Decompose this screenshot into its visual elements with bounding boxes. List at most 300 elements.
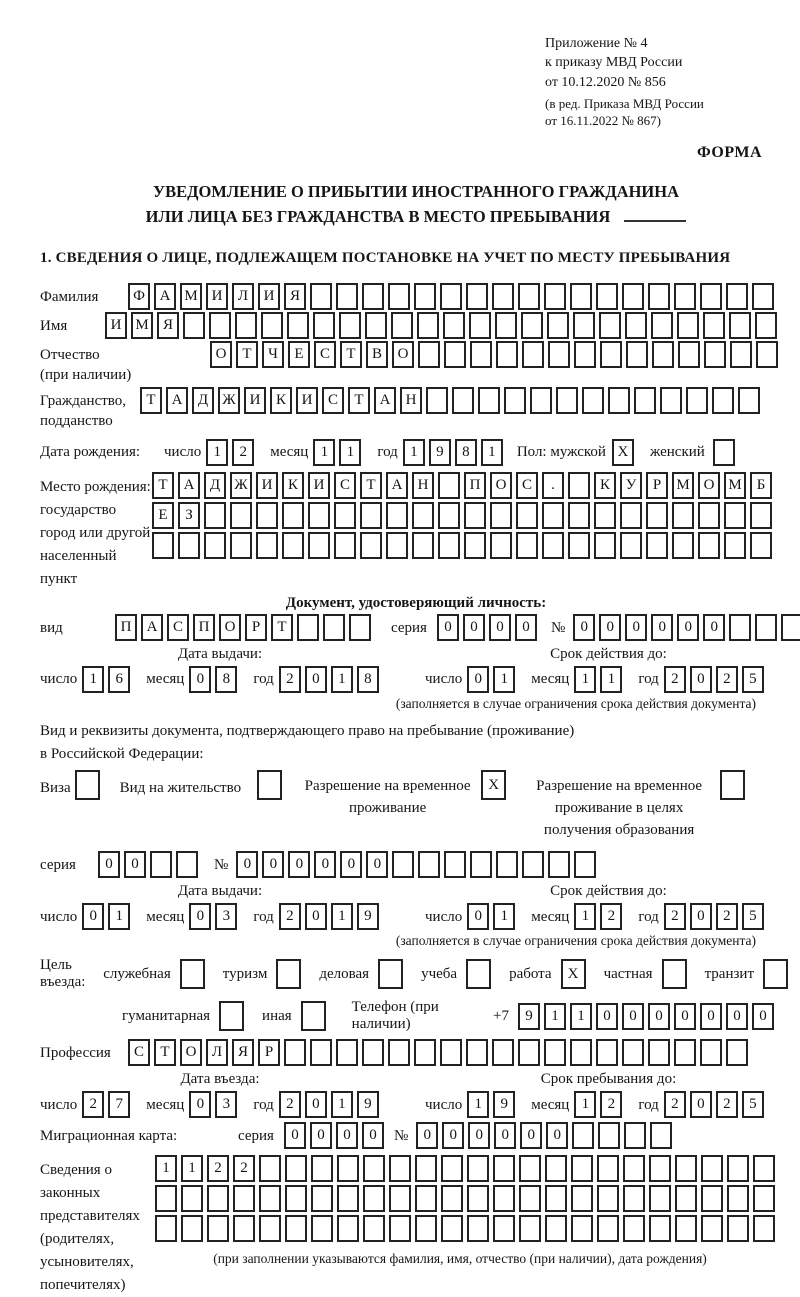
birth-year-cells[interactable] [403, 439, 507, 466]
char-cell-empty[interactable] [490, 532, 512, 559]
char-cell-empty[interactable] [313, 312, 335, 339]
char-cell-filled[interactable]: 2 [664, 903, 686, 930]
char-cell-empty[interactable] [570, 1039, 592, 1066]
char-cell-filled[interactable]: 0 [366, 851, 388, 878]
char-cell-filled[interactable]: 2 [600, 903, 622, 930]
char-cell-empty[interactable] [623, 1185, 645, 1212]
char-cell-empty[interactable] [573, 312, 595, 339]
char-cell-filled[interactable]: 0 [625, 614, 647, 641]
char-cell-filled[interactable]: А [141, 614, 163, 641]
char-cell-empty[interactable] [574, 851, 596, 878]
char-cell-filled[interactable]: Д [192, 387, 214, 414]
char-cell-filled[interactable]: 0 [677, 614, 699, 641]
char-cell-empty[interactable] [334, 502, 356, 529]
char-cell-filled[interactable]: 0 [416, 1122, 438, 1149]
char-cell-empty[interactable] [495, 312, 517, 339]
char-cell-filled[interactable]: А [154, 283, 176, 310]
char-cell-filled[interactable]: А [166, 387, 188, 414]
opt-inaya-checkbox[interactable] [301, 1001, 330, 1031]
char-cell-filled[interactable]: 9 [518, 1003, 540, 1030]
temp-permit-checkbox[interactable] [481, 770, 510, 800]
visa-checkbox[interactable] [75, 770, 104, 800]
char-cell-filled[interactable]: 5 [742, 903, 764, 930]
char-cell-filled[interactable]: . [542, 472, 564, 499]
char-cell-empty[interactable] [660, 387, 682, 414]
char-cell-empty[interactable] [336, 283, 358, 310]
char-cell-empty[interactable] [285, 1215, 307, 1242]
char-cell-filled[interactable]: 0 [284, 1122, 306, 1149]
char-cell-empty[interactable] [599, 312, 621, 339]
char-cell-empty[interactable] [441, 1155, 463, 1182]
char-cell-filled[interactable]: Ч [262, 341, 284, 368]
char-cell-empty[interactable] [522, 341, 544, 368]
char-cell-empty[interactable] [729, 312, 751, 339]
birth-day-cells[interactable] [206, 439, 258, 466]
char-cell-empty[interactable] [571, 1185, 593, 1212]
char-cell-empty[interactable] [176, 851, 198, 878]
char-cell-filled[interactable]: 0 [520, 1122, 542, 1149]
char-cell-empty[interactable] [181, 1185, 203, 1212]
char-cell-empty[interactable] [378, 959, 403, 989]
char-cell-empty[interactable] [598, 1122, 620, 1149]
char-cell-filled[interactable]: 2 [664, 666, 686, 693]
char-cell-filled[interactable]: 0 [703, 614, 725, 641]
char-cell-empty[interactable] [386, 502, 408, 529]
char-cell-filled[interactable]: Т [236, 341, 258, 368]
char-cell-filled[interactable]: О [392, 341, 414, 368]
char-cell-empty[interactable] [720, 770, 745, 800]
char-cell-empty[interactable] [438, 502, 460, 529]
char-cell-filled[interactable]: 0 [336, 1122, 358, 1149]
char-cell-empty[interactable] [415, 1155, 437, 1182]
char-cell-empty[interactable] [386, 532, 408, 559]
char-cell-empty[interactable] [235, 312, 257, 339]
char-cell-filled[interactable]: И [256, 472, 278, 499]
char-cell-filled[interactable]: Т [140, 387, 162, 414]
char-cell-empty[interactable] [548, 851, 570, 878]
char-cell-empty[interactable] [261, 312, 283, 339]
char-cell-empty[interactable] [750, 532, 772, 559]
char-cell-empty[interactable] [620, 532, 642, 559]
char-cell-empty[interactable] [452, 387, 474, 414]
char-cell-empty[interactable] [521, 312, 543, 339]
char-cell-filled[interactable]: X [481, 770, 506, 800]
char-cell-empty[interactable] [392, 851, 414, 878]
char-cell-filled[interactable]: 2 [279, 903, 301, 930]
char-cell-empty[interactable] [466, 1039, 488, 1066]
char-cell-filled[interactable]: Я [157, 312, 179, 339]
char-cell-empty[interactable] [230, 532, 252, 559]
char-cell-filled[interactable]: 0 [236, 851, 258, 878]
char-cell-empty[interactable] [492, 283, 514, 310]
char-cell-empty[interactable] [469, 312, 491, 339]
char-cell-empty[interactable] [519, 1155, 541, 1182]
char-cell-filled[interactable]: 0 [573, 614, 595, 641]
migration-seriya-cells[interactable] [284, 1122, 388, 1149]
char-cell-empty[interactable] [674, 283, 696, 310]
char-cell-filled[interactable]: 0 [622, 1003, 644, 1030]
char-cell-filled[interactable]: 2 [82, 1091, 104, 1118]
char-cell-empty[interactable] [556, 387, 578, 414]
opt-sluzhebnaya-checkbox[interactable] [180, 959, 209, 989]
char-cell-empty[interactable] [625, 312, 647, 339]
char-cell-empty[interactable] [698, 532, 720, 559]
phone-cells[interactable] [518, 1003, 778, 1030]
char-cell-filled[interactable]: И [258, 283, 280, 310]
char-cell-filled[interactable]: С [314, 341, 336, 368]
char-cell-empty[interactable] [308, 532, 330, 559]
char-cell-filled[interactable]: 0 [700, 1003, 722, 1030]
char-cell-filled[interactable]: 2 [233, 1155, 255, 1182]
char-cell-filled[interactable]: 0 [515, 614, 537, 641]
char-cell-empty[interactable] [519, 1215, 541, 1242]
char-cell-filled[interactable]: Т [348, 387, 370, 414]
opt-turizm-checkbox[interactable] [276, 959, 305, 989]
char-cell-empty[interactable] [678, 341, 700, 368]
char-cell-empty[interactable] [703, 312, 725, 339]
char-cell-filled[interactable]: Н [400, 387, 422, 414]
char-cell-filled[interactable]: Д [204, 472, 226, 499]
char-cell-filled[interactable]: 1 [493, 666, 515, 693]
char-cell-empty[interactable] [594, 532, 616, 559]
char-cell-empty[interactable] [287, 312, 309, 339]
char-cell-empty[interactable] [230, 502, 252, 529]
char-cell-empty[interactable] [545, 1215, 567, 1242]
char-cell-filled[interactable]: 9 [357, 903, 379, 930]
char-cell-empty[interactable] [311, 1185, 333, 1212]
char-cell-empty[interactable] [438, 532, 460, 559]
char-cell-empty[interactable] [568, 502, 590, 529]
char-cell-filled[interactable]: 3 [215, 1091, 237, 1118]
char-cell-filled[interactable]: 1 [600, 666, 622, 693]
issue-month-cells[interactable] [189, 666, 241, 693]
char-cell-empty[interactable] [701, 1185, 723, 1212]
char-cell-empty[interactable] [282, 502, 304, 529]
stay-year-cells[interactable] [664, 1091, 768, 1118]
char-cell-empty[interactable] [256, 502, 278, 529]
char-cell-empty[interactable] [362, 1039, 384, 1066]
char-cell-empty[interactable] [519, 1185, 541, 1212]
char-cell-filled[interactable]: С [334, 472, 356, 499]
char-cell-filled[interactable]: И [206, 283, 228, 310]
char-cell-filled[interactable]: 0 [189, 666, 211, 693]
char-cell-filled[interactable]: Р [245, 614, 267, 641]
char-cell-empty[interactable] [542, 502, 564, 529]
char-cell-empty[interactable] [334, 532, 356, 559]
char-cell-empty[interactable] [570, 283, 592, 310]
entry-year-cells[interactable] [279, 1091, 383, 1118]
char-cell-empty[interactable] [181, 1215, 203, 1242]
char-cell-filled[interactable]: 1 [331, 1091, 353, 1118]
char-cell-empty[interactable] [726, 1039, 748, 1066]
char-cell-filled[interactable]: 0 [651, 614, 673, 641]
char-cell-empty[interactable] [301, 1001, 326, 1031]
char-cell-filled[interactable]: Т [340, 341, 362, 368]
char-cell-empty[interactable] [75, 770, 100, 800]
char-cell-filled[interactable]: 0 [305, 903, 327, 930]
migration-number-cells[interactable] [416, 1122, 676, 1149]
char-cell-empty[interactable] [516, 532, 538, 559]
char-cell-empty[interactable] [363, 1215, 385, 1242]
char-cell-empty[interactable] [493, 1215, 515, 1242]
char-cell-empty[interactable] [623, 1155, 645, 1182]
char-cell-filled[interactable]: 0 [674, 1003, 696, 1030]
char-cell-empty[interactable] [634, 387, 656, 414]
char-cell-filled[interactable]: 1 [82, 666, 104, 693]
char-cell-empty[interactable] [649, 1215, 671, 1242]
char-cell-empty[interactable] [756, 341, 778, 368]
permit-seriya-cells[interactable] [98, 851, 202, 878]
char-cell-filled[interactable]: 0 [437, 614, 459, 641]
char-cell-empty[interactable] [284, 1039, 306, 1066]
char-cell-empty[interactable] [466, 283, 488, 310]
char-cell-empty[interactable] [727, 1215, 749, 1242]
char-cell-empty[interactable] [753, 1185, 775, 1212]
char-cell-empty[interactable] [648, 1039, 670, 1066]
char-cell-filled[interactable]: 0 [340, 851, 362, 878]
char-cell-empty[interactable] [490, 502, 512, 529]
char-cell-empty[interactable] [648, 283, 670, 310]
char-cell-empty[interactable] [257, 770, 282, 800]
name-cells[interactable] [105, 312, 781, 339]
char-cell-empty[interactable] [518, 1039, 540, 1066]
char-cell-empty[interactable] [209, 312, 231, 339]
char-cell-filled[interactable]: 0 [599, 614, 621, 641]
char-cell-filled[interactable]: В [366, 341, 388, 368]
char-cell-empty[interactable] [337, 1185, 359, 1212]
char-cell-filled[interactable]: 0 [468, 1122, 490, 1149]
char-cell-filled[interactable]: 0 [467, 666, 489, 693]
char-cell-empty[interactable] [496, 341, 518, 368]
char-cell-filled[interactable]: Ф [128, 283, 150, 310]
permit-issue-year-cells[interactable] [279, 903, 383, 930]
char-cell-filled[interactable]: И [308, 472, 330, 499]
char-cell-filled[interactable]: Т [152, 472, 174, 499]
char-cell-empty[interactable] [623, 1215, 645, 1242]
char-cell-filled[interactable]: 1 [570, 1003, 592, 1030]
char-cell-filled[interactable]: 2 [279, 1091, 301, 1118]
char-cell-empty[interactable] [574, 341, 596, 368]
char-cell-filled[interactable]: Р [258, 1039, 280, 1066]
char-cell-filled[interactable]: Я [232, 1039, 254, 1066]
char-cell-empty[interactable] [608, 387, 630, 414]
char-cell-empty[interactable] [259, 1215, 281, 1242]
char-cell-filled[interactable]: 0 [189, 1091, 211, 1118]
char-cell-filled[interactable]: 0 [690, 1091, 712, 1118]
char-cell-empty[interactable] [530, 387, 552, 414]
char-cell-empty[interactable] [724, 502, 746, 529]
char-cell-filled[interactable]: 6 [108, 666, 130, 693]
patronymic-cells[interactable] [210, 341, 782, 368]
char-cell-filled[interactable]: 0 [262, 851, 284, 878]
char-cell-empty[interactable] [426, 387, 448, 414]
char-cell-empty[interactable] [649, 1155, 671, 1182]
char-cell-empty[interactable] [650, 1122, 672, 1149]
char-cell-empty[interactable] [389, 1215, 411, 1242]
char-cell-empty[interactable] [675, 1155, 697, 1182]
char-cell-empty[interactable] [677, 312, 699, 339]
char-cell-empty[interactable] [297, 614, 319, 641]
char-cell-empty[interactable] [412, 532, 434, 559]
char-cell-empty[interactable] [152, 532, 174, 559]
char-cell-filled[interactable]: 2 [279, 666, 301, 693]
opt-ucheba-checkbox[interactable] [466, 959, 495, 989]
char-cell-empty[interactable] [440, 1039, 462, 1066]
char-cell-filled[interactable]: 0 [489, 614, 511, 641]
char-cell-filled[interactable]: X [561, 959, 586, 989]
char-cell-empty[interactable] [444, 851, 466, 878]
char-cell-empty[interactable] [467, 1155, 489, 1182]
char-cell-empty[interactable] [493, 1185, 515, 1212]
char-cell-filled[interactable]: П [464, 472, 486, 499]
char-cell-filled[interactable]: М [131, 312, 153, 339]
char-cell-filled[interactable]: 1 [403, 439, 425, 466]
char-cell-empty[interactable] [571, 1155, 593, 1182]
char-cell-filled[interactable]: С [322, 387, 344, 414]
char-cell-empty[interactable] [282, 532, 304, 559]
char-cell-empty[interactable] [686, 387, 708, 414]
char-cell-empty[interactable] [478, 387, 500, 414]
char-cell-filled[interactable]: 0 [690, 903, 712, 930]
char-cell-empty[interactable] [414, 1039, 436, 1066]
char-cell-empty[interactable] [542, 532, 564, 559]
char-cell-filled[interactable]: О [210, 341, 232, 368]
char-cell-empty[interactable] [651, 312, 673, 339]
char-cell-empty[interactable] [516, 502, 538, 529]
char-cell-filled[interactable]: И [105, 312, 127, 339]
char-cell-filled[interactable]: П [115, 614, 137, 641]
char-cell-filled[interactable]: М [672, 472, 694, 499]
char-cell-empty[interactable] [204, 532, 226, 559]
char-cell-filled[interactable]: 0 [752, 1003, 774, 1030]
char-cell-filled[interactable]: К [594, 472, 616, 499]
char-cell-empty[interactable] [464, 532, 486, 559]
char-cell-empty[interactable] [391, 312, 413, 339]
char-cell-filled[interactable]: 8 [455, 439, 477, 466]
char-cell-empty[interactable] [256, 532, 278, 559]
char-cell-empty[interactable] [360, 532, 382, 559]
char-cell-filled[interactable]: 1 [181, 1155, 203, 1182]
char-cell-empty[interactable] [310, 1039, 332, 1066]
char-cell-empty[interactable] [414, 283, 436, 310]
char-cell-empty[interactable] [594, 502, 616, 529]
char-cell-empty[interactable] [755, 614, 777, 641]
char-cell-filled[interactable]: О [180, 1039, 202, 1066]
opt-tranzit-checkbox[interactable] [763, 959, 792, 989]
representatives-line1[interactable] [155, 1155, 779, 1182]
birthplace-line2[interactable] [152, 502, 776, 529]
char-cell-filled[interactable]: 1 [313, 439, 335, 466]
char-cell-filled[interactable]: 8 [357, 666, 379, 693]
char-cell-empty[interactable] [496, 851, 518, 878]
char-cell-filled[interactable]: 2 [600, 1091, 622, 1118]
char-cell-filled[interactable]: 1 [544, 1003, 566, 1030]
char-cell-filled[interactable]: 0 [494, 1122, 516, 1149]
char-cell-filled[interactable]: 1 [155, 1155, 177, 1182]
edu-permit-checkbox[interactable] [720, 770, 749, 800]
char-cell-empty[interactable] [662, 959, 687, 989]
char-cell-empty[interactable] [259, 1155, 281, 1182]
char-cell-empty[interactable] [365, 312, 387, 339]
char-cell-empty[interactable] [466, 959, 491, 989]
char-cell-filled[interactable]: 3 [215, 903, 237, 930]
char-cell-empty[interactable] [311, 1215, 333, 1242]
char-cell-empty[interactable] [362, 283, 384, 310]
char-cell-filled[interactable]: К [282, 472, 304, 499]
char-cell-empty[interactable] [438, 472, 460, 499]
char-cell-empty[interactable] [417, 312, 439, 339]
profession-cells[interactable] [128, 1039, 752, 1066]
char-cell-empty[interactable] [259, 1185, 281, 1212]
char-cell-filled[interactable]: Ж [218, 387, 240, 414]
char-cell-filled[interactable]: 1 [493, 903, 515, 930]
doc-seriya-cells[interactable] [437, 614, 541, 641]
char-cell-empty[interactable] [730, 341, 752, 368]
issue-day-cells[interactable] [82, 666, 134, 693]
char-cell-empty[interactable] [755, 312, 777, 339]
char-cell-filled[interactable]: 9 [429, 439, 451, 466]
char-cell-filled[interactable]: Ж [230, 472, 252, 499]
permit-issue-day-cells[interactable] [82, 903, 134, 930]
char-cell-empty[interactable] [727, 1185, 749, 1212]
char-cell-empty[interactable] [443, 312, 465, 339]
char-cell-filled[interactable]: 0 [463, 614, 485, 641]
char-cell-empty[interactable] [700, 283, 722, 310]
char-cell-empty[interactable] [389, 1155, 411, 1182]
char-cell-empty[interactable] [493, 1155, 515, 1182]
char-cell-filled[interactable]: 0 [596, 1003, 618, 1030]
char-cell-empty[interactable] [646, 502, 668, 529]
char-cell-empty[interactable] [418, 341, 440, 368]
char-cell-filled[interactable]: 1 [574, 1091, 596, 1118]
char-cell-empty[interactable] [600, 341, 622, 368]
char-cell-filled[interactable]: М [724, 472, 746, 499]
valid-year-cells[interactable] [664, 666, 768, 693]
char-cell-filled[interactable]: Л [206, 1039, 228, 1066]
char-cell-empty[interactable] [389, 1185, 411, 1212]
char-cell-empty[interactable] [568, 532, 590, 559]
char-cell-filled[interactable]: 7 [108, 1091, 130, 1118]
char-cell-filled[interactable]: 1 [467, 1091, 489, 1118]
char-cell-filled[interactable]: 0 [362, 1122, 384, 1149]
char-cell-filled[interactable]: 0 [189, 903, 211, 930]
char-cell-empty[interactable] [713, 439, 735, 466]
char-cell-empty[interactable] [418, 851, 440, 878]
char-cell-empty[interactable] [388, 1039, 410, 1066]
birthplace-line1[interactable] [152, 472, 776, 499]
char-cell-filled[interactable]: Т [154, 1039, 176, 1066]
char-cell-empty[interactable] [150, 851, 172, 878]
char-cell-filled[interactable]: Т [360, 472, 382, 499]
opt-chastnaya-checkbox[interactable] [662, 959, 691, 989]
char-cell-empty[interactable] [622, 283, 644, 310]
char-cell-filled[interactable]: 2 [664, 1091, 686, 1118]
char-cell-empty[interactable] [726, 283, 748, 310]
entry-day-cells[interactable] [82, 1091, 134, 1118]
char-cell-empty[interactable] [781, 614, 800, 641]
valid-month-cells[interactable] [574, 666, 626, 693]
char-cell-empty[interactable] [276, 959, 301, 989]
char-cell-filled[interactable]: 1 [108, 903, 130, 930]
char-cell-filled[interactable]: С [128, 1039, 150, 1066]
char-cell-empty[interactable] [311, 1155, 333, 1182]
char-cell-filled[interactable]: 2 [716, 1091, 738, 1118]
char-cell-filled[interactable]: Я [284, 283, 306, 310]
surname-cells[interactable] [128, 283, 778, 310]
char-cell-filled[interactable]: 0 [305, 1091, 327, 1118]
char-cell-filled[interactable]: Р [646, 472, 668, 499]
char-cell-filled[interactable]: 1 [481, 439, 503, 466]
